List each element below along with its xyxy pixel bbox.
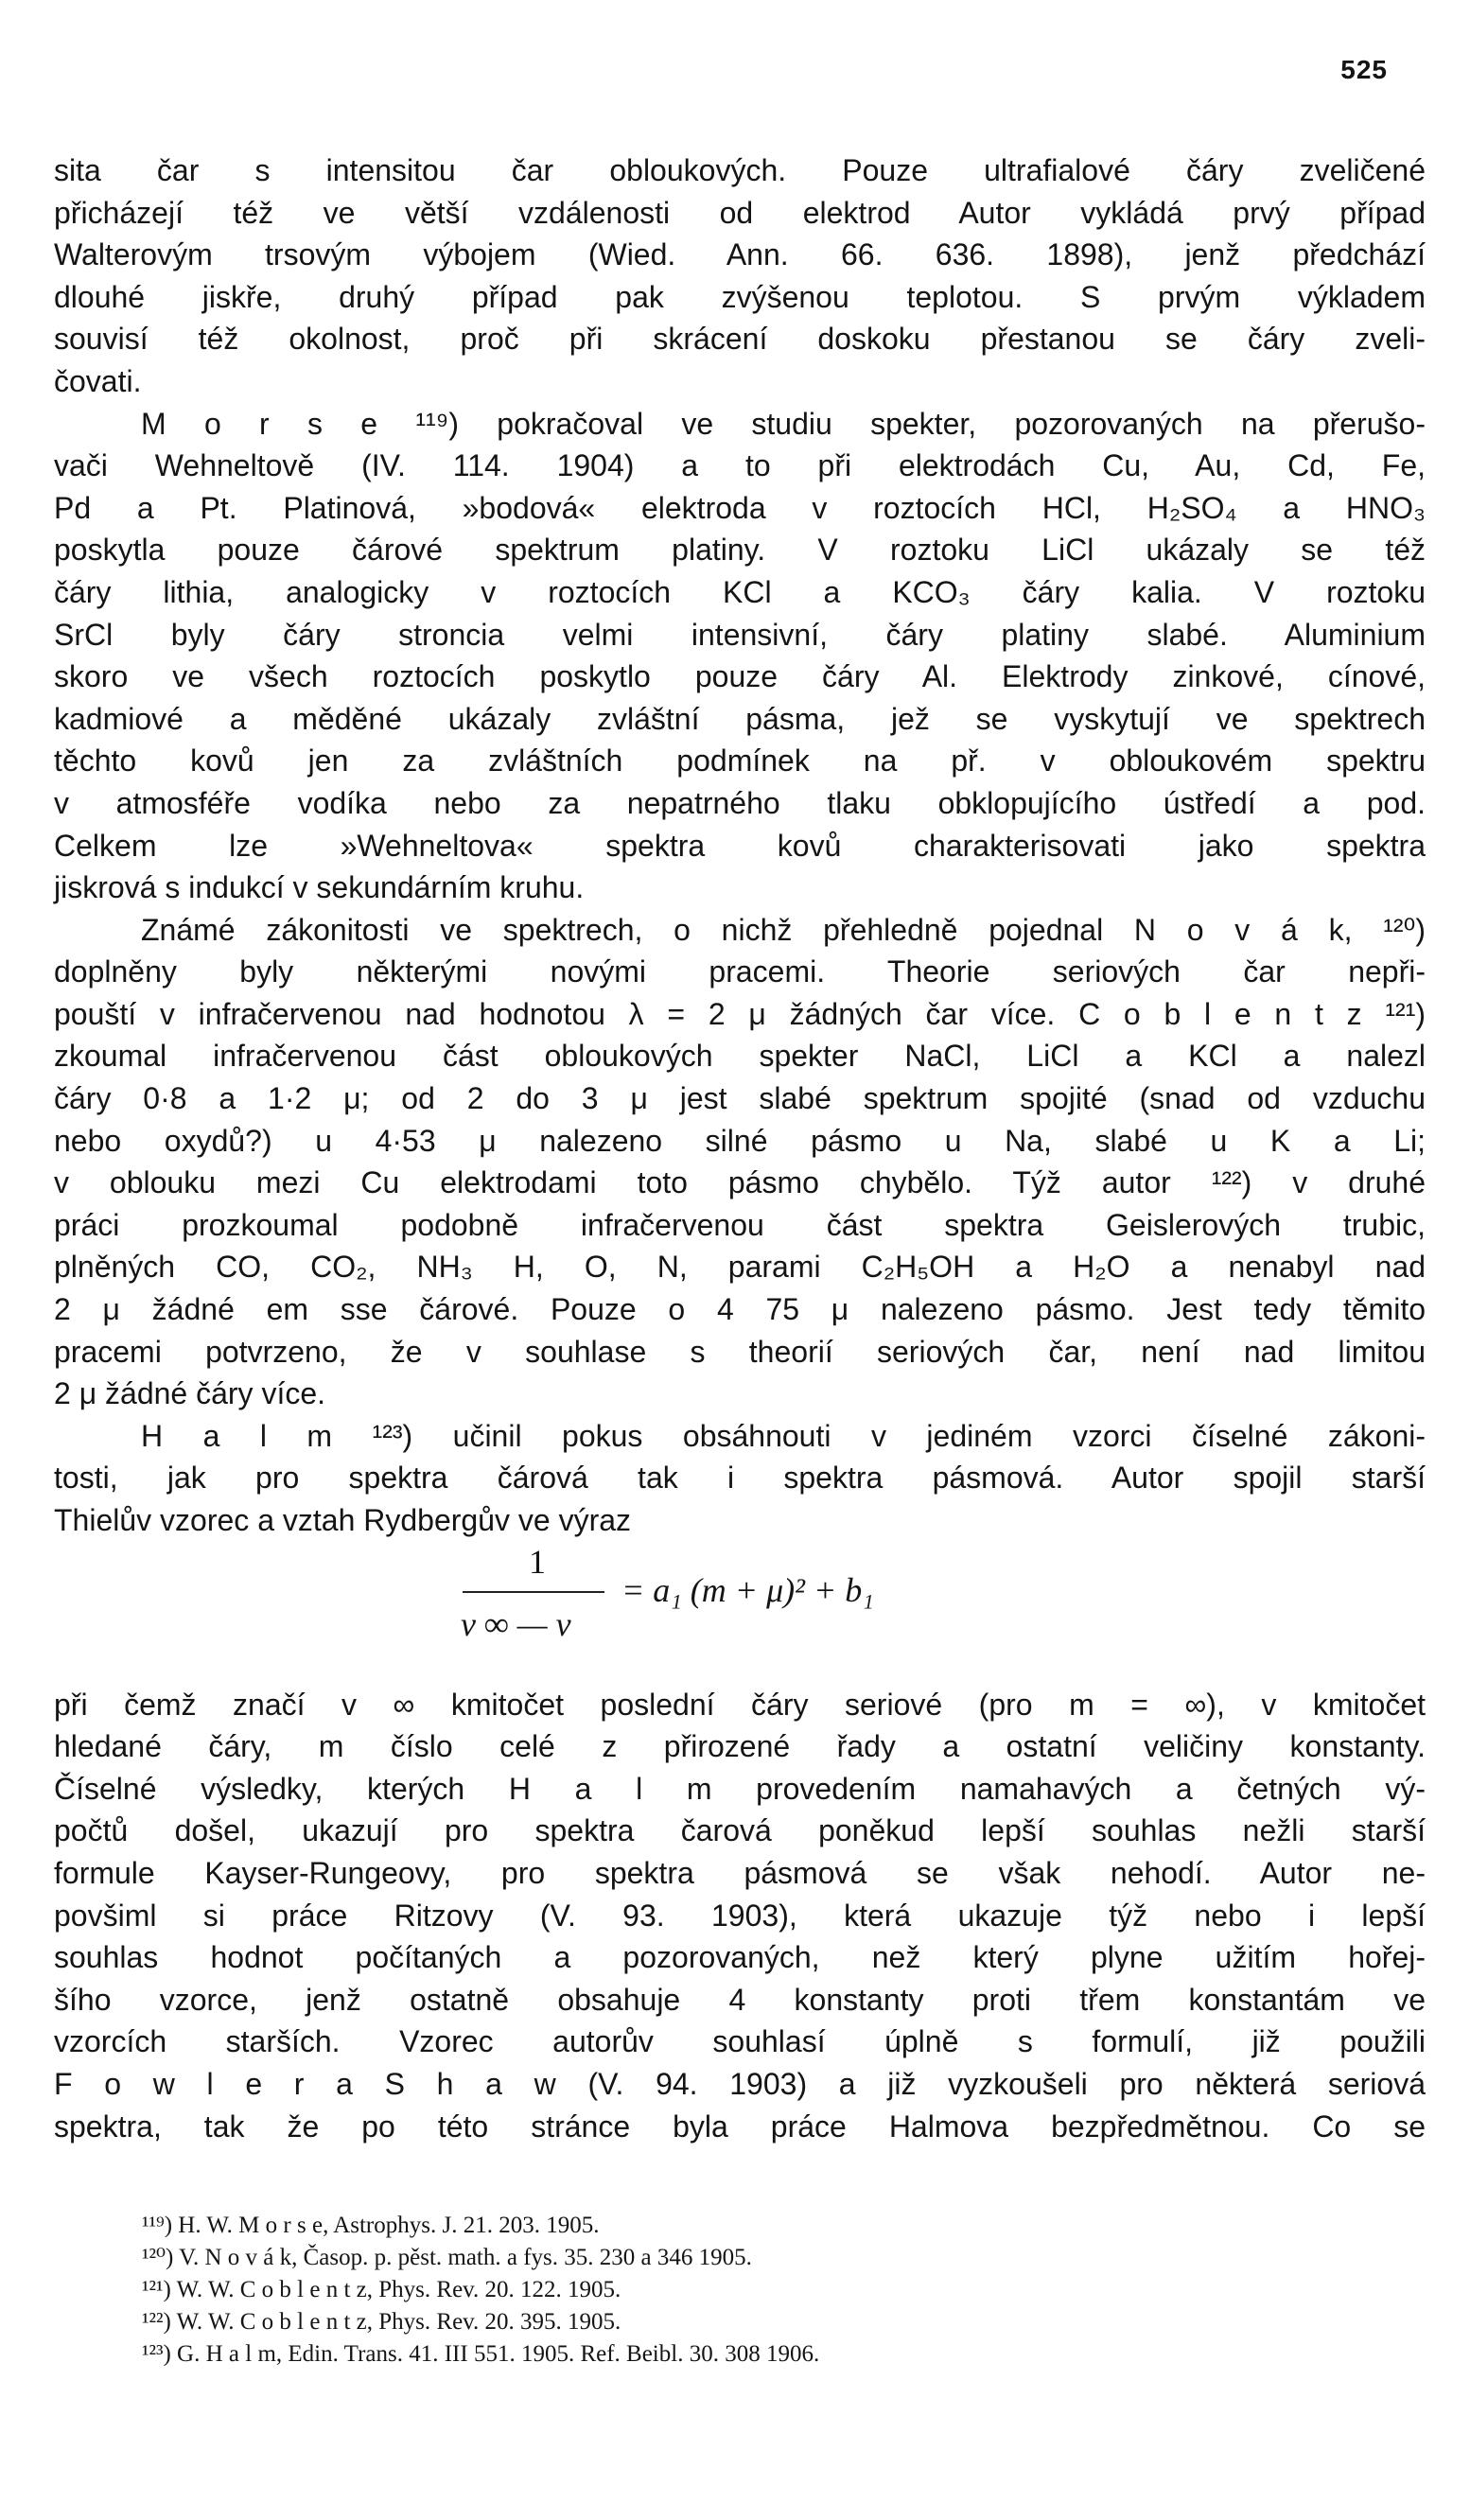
text-line: 2 μ žádné em sse čárové. Pouze o 4 75 μ nalezeno pásmo. Jest tedy těmito	[54, 1292, 1426, 1327]
text-line: kadmiové a měděné ukázaly zvláštní pásma, jež se vyskytují ve spektrech	[54, 701, 1426, 736]
text-line: Známé zákonitosti ve spektrech, o nichž přehledně pojednal N o v á k, ¹²⁰)	[141, 912, 1426, 947]
footnote: ¹²¹) W. W. C o b l e n t z, Phys. Rev. 20. 122. 1905.	[142, 2277, 621, 2302]
text-line: poskytla pouze čárové spektrum platiny. V roztoku LiCl ukázaly se též	[54, 533, 1426, 568]
text-line: tosti, jak pro spektra čárová tak i spektra pásmová. Autor spojil starší	[54, 1461, 1426, 1496]
text-line: práci prozkoumal podobně infračervenou část spektra Geislerových trubic,	[54, 1207, 1426, 1242]
text-line: F o w l e r a S h a w (V. 94. 1903) a již vyzkoušeli pro některá seriová	[54, 2066, 1426, 2101]
text-line: doplněny byly některými novými pracemi. Theorie seriových čar nepři-	[54, 954, 1426, 989]
equation-numerator: 1	[529, 1542, 546, 1581]
text-line: SrCl byly čáry stroncia velmi intensivní, čáry platiny slabé. Aluminium	[54, 617, 1426, 652]
text-line: jiskrová s indukcí v sekundárním kruhu.	[54, 870, 585, 905]
text-line: čáry 0·8 a 1·2 μ; od 2 do 3 μ jest slabé spektrum spojité (snad od vzduchu	[54, 1081, 1426, 1116]
text-line: dlouhé jiskře, druhý případ pak zvýšenou teplotou. S prvým výkladem	[54, 279, 1426, 314]
text-line: formule Kayser-Rungeovy, pro spektra pásmová se však nehodí. Autor ne-	[54, 1855, 1426, 1890]
footnote: ¹²⁰) V. N o v á k, Časop. p. pěst. math. a fys. 35. 230 a 346 1905.	[142, 2245, 752, 2270]
text-line: Walterovým trsovým výbojem (Wied. Ann. 66. 636. 1898), jenž předchází	[54, 237, 1426, 272]
text-line: v atmosféře vodíka nebo za nepatrného tlaku obklopujícího ústředí a pod.	[54, 785, 1426, 820]
text-line: Číselné výsledky, kterých H a l m provedením namahavých a četných vý-	[54, 1771, 1426, 1806]
text-line: souvisí též okolnost, proč při skrácení doskoku přestanou se čáry zveli-	[54, 322, 1426, 357]
main-text	[54, 149, 1426, 2147]
text-line: hledané čáry, m číslo celé z přirozené řady a ostatní veličiny konstanty.	[54, 1729, 1426, 1764]
text-line: nebo oxydů?) u 4·53 μ nalezeno silné pásmo u Na, slabé u K a Li;	[54, 1123, 1426, 1158]
text-line: spektra, tak že po této stránce byla práce Halmova bezpředmětnou. Co se	[54, 2109, 1426, 2144]
text-line: sita čar s intensitou čar obloukových. Pouze ultrafialové čáry zveličené	[54, 153, 1426, 187]
text-line: H a l m ¹²³) učinil pokus obsáhnouti v jediném vzorci číselné zákoni-	[141, 1418, 1426, 1453]
text-line: čovati.	[54, 363, 142, 398]
text-line: těchto kovů jen za zvláštních podmínek na př. v obloukovém spektru	[54, 744, 1426, 779]
text-line: 2 μ žádné čáry více.	[54, 1376, 326, 1411]
text-line: souhlas hodnot počítaných a pozorovaných, než který plyne užitím hořej-	[54, 1940, 1426, 1975]
text-line: v oblouku mezi Cu elektrodami toto pásmo chybělo. Týž autor ¹²²) v druhé	[54, 1165, 1426, 1200]
text-line: M o r s e ¹¹⁹) pokračoval ve studiu spekter, pozorovaných na přerušo-	[141, 406, 1426, 441]
text-line: čáry lithia, analogicky v roztocích KCl a KCO₃ čáry kalia. V roztoku	[54, 574, 1426, 609]
footnote: ¹²³) G. H a l m, Edin. Trans. 41. III 551. 1905. Ref. Beibl. 30. 308 1906.	[142, 2341, 820, 2367]
text-line: vači Wehneltově (IV. 114. 1904) a to při elektrodách Cu, Au, Cd, Fe,	[54, 448, 1426, 483]
footnote: ¹¹⁹) H. W. M o r s e, Astrophys. J. 21. 203. 1905.	[142, 2213, 600, 2238]
text-line: Celkem lze »Wehneltova« spektra kovů charakterisovati jako spektra	[54, 828, 1426, 863]
text-line: plněných CO, CO₂, NH₃ H, O, N, parami C₂H₅OH a H₂O a nenabyl nad	[54, 1250, 1426, 1285]
text-line: počtů došel, ukazují pro spektra čarová poněkud lepší souhlas nežli starší	[54, 1813, 1426, 1848]
equation-right-side: = a₁ (m + μ)² + b₁	[621, 1570, 874, 1609]
text-line: Thielův vzorec a vztah Rydbergův ve výraz	[54, 1503, 632, 1537]
text-line: šího vzorce, jenž ostatně obsahuje 4 konstanty proti třem konstantám ve	[54, 1982, 1426, 2017]
text-line: pouští v infračervenou nad hodnotou λ = 2 μ žádných čar více. C o b l e n t z ¹²¹)	[54, 996, 1426, 1031]
text-line: zkoumal infračervenou část obloukových spekter NaCl, LiCl a KCl a nalezl	[54, 1039, 1426, 1074]
footnote: ¹²²) W. W. C o b l e n t z, Phys. Rev. 20. 395. 1905.	[142, 2309, 621, 2335]
page-number: 525	[1340, 55, 1388, 84]
fraction-bar	[463, 1591, 604, 1593]
text-line: pracemi potvrzeno, že v souhlase s theorií seriových čar, není nad limitou	[54, 1334, 1426, 1369]
text-line: povšiml si práce Ritzovy (V. 93. 1903), která ukazuje týž nebo i lepší	[54, 1898, 1426, 1933]
text-line: přicházejí též ve větší vzdálenosti od elektrod Autor vykládá prvý případ	[54, 195, 1426, 230]
equation	[54, 1542, 1426, 1684]
text-line: při čemž značí v ∞ kmitočet poslední čáry seriové (pro m = ∞), v kmitočet	[54, 1687, 1426, 1722]
text-line: Pd a Pt. Platinová, »bodová« elektroda v roztocích HCl, H₂SO₄ a HNO₃	[54, 490, 1426, 525]
text-line: vzorcích starších. Vzorec autorův souhlasí úplně s formulí, již použili	[54, 2024, 1426, 2059]
text-line: skoro ve všech roztocích poskytlo pouze čáry Al. Elektrody zinkové, cínové,	[54, 659, 1426, 694]
equation-denominator: v ∞ — v	[461, 1604, 571, 1643]
footnotes	[142, 2210, 1372, 2371]
